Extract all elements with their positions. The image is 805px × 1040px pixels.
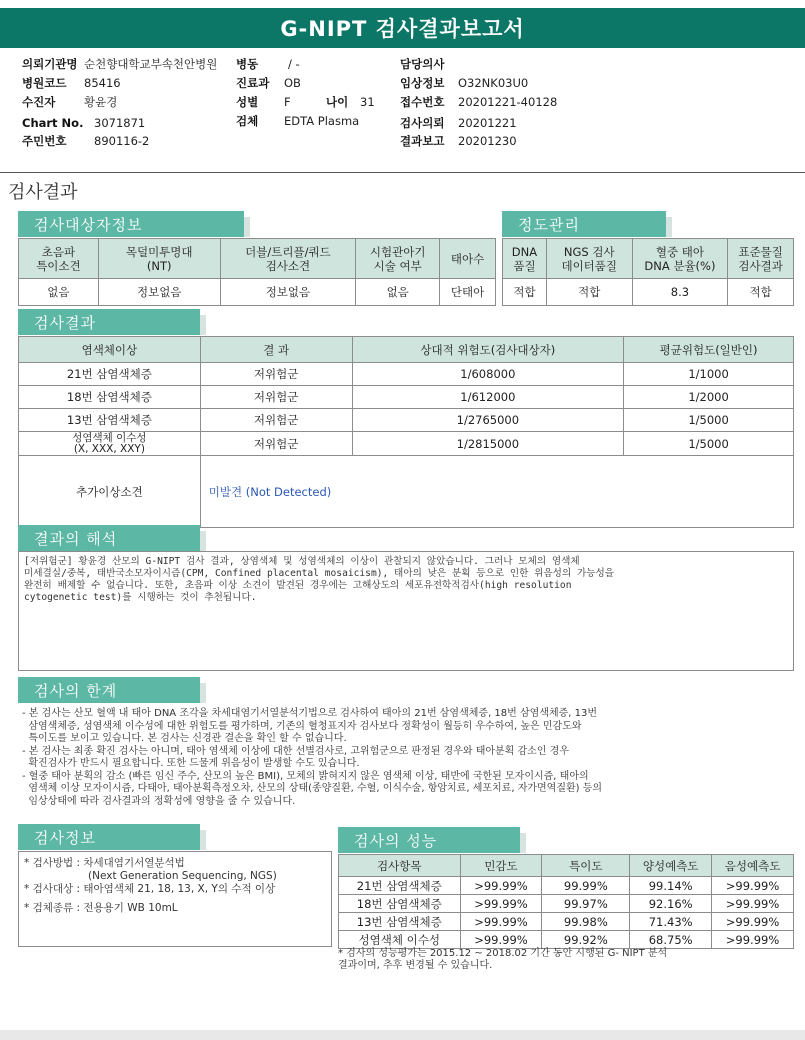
- subject-info-table: [18, 238, 496, 306]
- perf-header: 양성예측도: [630, 855, 712, 877]
- info-method: * 검사방법 : 차세대염기서열분석법: [24, 857, 185, 869]
- table-row: [19, 432, 794, 456]
- row-rel-risk: 1/2765000: [352, 409, 624, 432]
- hospital-code-value: 85416: [84, 76, 121, 90]
- extra-finding-label: 추가이상소견: [19, 456, 201, 528]
- perf-cell: >99.99%: [460, 913, 542, 931]
- limits-tab: 검사의 한계: [18, 677, 200, 703]
- ward-label: 병동: [236, 57, 259, 71]
- perf-cell: 13번 삼염색체증: [339, 913, 461, 931]
- sex-label: 성별: [236, 95, 259, 109]
- perf-header: 민감도: [460, 855, 542, 877]
- extra-finding-value: 미발견 (Not Detected): [200, 456, 793, 528]
- request-label: 검사의뢰: [400, 116, 445, 130]
- row-rel-risk: 1/612000: [352, 386, 624, 409]
- subject-value: 없음: [356, 279, 440, 306]
- subject-value: 정보없음: [98, 279, 220, 306]
- qc-header: NGS 검사 데이터품질: [546, 239, 632, 279]
- perf-cell: 99.99%: [542, 877, 630, 895]
- performance-note: * 검사의 성능평가는 2015.12 ~ 2018.02 기간 동안 시행된 G- NIPT 분석 결과이며, 추후 변경될 수 있습니다.: [338, 948, 668, 971]
- perf-header: 특이도: [542, 855, 630, 877]
- performance-table: [338, 854, 794, 949]
- age-label: 나이: [326, 95, 349, 109]
- clinical-label: 임상정보: [400, 76, 445, 90]
- results-heading: 검사결과: [8, 182, 78, 203]
- qc-value: 적합: [546, 279, 632, 306]
- table-row: [339, 895, 794, 913]
- section-divider: [0, 172, 805, 173]
- subject-header: 시험관아기 시술 여부: [356, 239, 440, 279]
- qc-value: 8.3: [632, 279, 728, 306]
- perf-cell: 99.98%: [542, 913, 630, 931]
- report-title: G-NIPT 검사결과보고서: [0, 8, 805, 48]
- qc-header: 표준물질 검사결과: [728, 239, 794, 279]
- table-row: [339, 877, 794, 895]
- results-header: 평균위험도(일반인): [624, 337, 794, 363]
- info-target: * 검사대상 : 태아염색체 21, 18, 13, X, Y의 수적 이상: [24, 883, 276, 895]
- dept-label: 진료과: [236, 76, 270, 90]
- perf-header: 검사항목: [339, 855, 461, 877]
- qc-tab: 정도관리: [502, 211, 666, 237]
- row-name: 성염색체 이수성 (X, XXX, XXY): [19, 432, 201, 456]
- subject-value: 없음: [19, 279, 99, 306]
- interpretation-text: [저위험군] 황윤경 산모의 G-NIPT 검사 결과, 상염색체 및 성염색체의 이상이 관찰되지 않았습니다. 그러나 모체의 염색체 미세결실/중복, 태반국소모자이시즘(CPM, Confined placental mosaicism), 태아의 낮은 분획 등으로 인한 위음성의 가능성을 완전히 배제할 수 없습니다. 또한, 초음파 이상 소견이 발견된 경우에는 고해상도의 세포유전학적검사(high resolution cytogenetic test)를 시행하는 것이 추천됩니다.: [24, 556, 615, 603]
- subject-value: 단태아: [440, 279, 496, 306]
- resident-label: 주민번호: [22, 134, 67, 148]
- perf-cell: 99.14%: [630, 877, 712, 895]
- clinical-value: O32NK03U0: [458, 76, 529, 90]
- perf-cell: 99.92%: [542, 931, 630, 949]
- institution-label: 의뢰기관명: [22, 57, 78, 71]
- subject-value: 정보없음: [220, 279, 356, 306]
- request-value: 20201221: [458, 116, 517, 130]
- examinee-label: 수진자: [22, 95, 56, 109]
- perf-cell: 성염색체 이수성: [339, 931, 461, 949]
- qc-header: DNA 품질: [503, 239, 547, 279]
- hospital-code-label: 병원코드: [22, 76, 67, 90]
- row-rel-risk: 1/2815000: [352, 432, 624, 456]
- examinee-value: 황윤경: [84, 95, 118, 109]
- resident-value: 890116-2: [94, 134, 150, 148]
- subject-header: 태아수: [440, 239, 496, 279]
- perf-cell: 68.75%: [630, 931, 712, 949]
- table-row: [339, 913, 794, 931]
- sex-value: F: [284, 95, 291, 109]
- row-rel-risk: 1/608000: [352, 363, 624, 386]
- row-avg-risk: 1/5000: [624, 432, 794, 456]
- table-row: [339, 931, 794, 949]
- institution-value: 순천향대학교부속천안병원: [84, 57, 218, 71]
- results-table: [18, 336, 794, 528]
- results-header: 결 과: [200, 337, 352, 363]
- table-row: [19, 363, 794, 386]
- chart-label: Chart No.: [22, 116, 84, 130]
- test-info-tab: 검사정보: [18, 824, 200, 850]
- row-avg-risk: 1/5000: [624, 409, 794, 432]
- perf-cell: 99.97%: [542, 895, 630, 913]
- row-name: 18번 삼염색체증: [19, 386, 201, 409]
- row-avg-risk: 1/2000: [624, 386, 794, 409]
- table-row: [19, 409, 794, 432]
- specimen-value: EDTA Plasma: [284, 114, 360, 128]
- row-avg-risk: 1/1000: [624, 363, 794, 386]
- info-method-detail: (Next Generation Sequencing, NGS): [88, 870, 277, 882]
- results-header: 염색체이상: [19, 337, 201, 363]
- row-result: 저위험군: [200, 363, 352, 386]
- report-date-value: 20201230: [458, 134, 517, 148]
- subject-info-tab: 검사대상자정보: [18, 211, 244, 237]
- perf-cell: >99.99%: [460, 931, 542, 949]
- subject-header: 더블/트리플/쿼드 검사소견: [220, 239, 356, 279]
- perf-cell: >99.99%: [460, 877, 542, 895]
- interpretation-tab: 결과의 해석: [18, 525, 200, 551]
- info-specimen: * 검체종류 : 전용용기 WB 10mL: [24, 902, 178, 914]
- row-name: 21번 삼염색체증: [19, 363, 201, 386]
- row-result: 저위험군: [200, 432, 352, 456]
- performance-tab: 검사의 성능: [338, 827, 520, 853]
- perf-header: 음성예측도: [712, 855, 794, 877]
- perf-cell: >99.99%: [712, 931, 794, 949]
- row-result: 저위험군: [200, 386, 352, 409]
- dept-value: OB: [284, 76, 301, 90]
- perf-cell: 21번 삼염색체증: [339, 877, 461, 895]
- specimen-label: 검체: [236, 114, 259, 128]
- age-value: 31: [360, 95, 375, 109]
- perf-cell: >99.99%: [460, 895, 542, 913]
- test-info-text: [24, 857, 334, 915]
- row-name: 13번 삼염색체증: [19, 409, 201, 432]
- footer-band: [0, 1030, 805, 1040]
- report-date-label: 결과보고: [400, 134, 445, 148]
- qc-value: 적합: [503, 279, 547, 306]
- subject-header: 목덜미투명대 (NT): [98, 239, 220, 279]
- perf-cell: 71.43%: [630, 913, 712, 931]
- table-row: [19, 456, 794, 528]
- limit-item: - 본 검사는 산모 혈액 내 태아 DNA 조각을 차세대염기서열분석기법으로 검사하여 태아의 21번 삼염색체증, 18번 삼염색체증, 13번 삼염색체증, 성염색체 이수성에 대한 위험도를 평가하며, 기존의 혈청표지자 검사보다 정확성이 월등히 우수하여, 높은 민감도와 특이도를 보이고 있습니다. 본 검사는 신경관 결손을 확인 할 수 없습니다.: [22, 708, 598, 744]
- perf-cell: >99.99%: [712, 895, 794, 913]
- perf-cell: >99.99%: [712, 913, 794, 931]
- perf-cell: >99.99%: [712, 877, 794, 895]
- table-row: [19, 386, 794, 409]
- perf-cell: 92.16%: [630, 895, 712, 913]
- row-result: 저위험군: [200, 409, 352, 432]
- qc-table: [502, 238, 794, 306]
- perf-cell: 18번 삼염색체증: [339, 895, 461, 913]
- ward-value: / -: [288, 57, 300, 71]
- receipt-value: 20201221-40128: [458, 95, 558, 109]
- limits-list: [22, 708, 792, 808]
- qc-value: 적합: [728, 279, 794, 306]
- chart-value: 3071871: [94, 116, 146, 130]
- limit-item: - 본 검사는 최종 확진 검사는 아니며, 태아 염색체 이상에 대한 선별검사로, 고위험군으로 판정된 경우와 태아분획 감소인 경우 확진검사가 반드시 필요합니다. 또한 드물게 위음성이 발생할 수도 있습니다.: [22, 745, 570, 769]
- doctor-label: 담당의사: [400, 57, 445, 71]
- qc-header: 혈중 태아 DNA 분율(%): [632, 239, 728, 279]
- limit-item: - 혈중 태아 분획의 감소 (빠른 임신 주수, 산모의 높은 BMI), 모체의 밝혀지지 않은 염색체 이상, 태반에 국한된 모자이시즘, 태아의 염색체 이상 모자이시즘, 다태아, 태아분획측정오차, 산모의 상태(종양질환, 수혈, 이식수술, 항암치료, 세포치료, 자가면역질환) 등의 임상상태에 따라 검사결과의 정확성에 영향을 줄 수 있습니다.: [22, 770, 603, 807]
- receipt-label: 접수번호: [400, 95, 445, 109]
- results-tab: 검사결과: [18, 309, 200, 335]
- subject-header: 초음파 특이소견: [19, 239, 99, 279]
- results-header: 상대적 위험도(검사대상자): [352, 337, 624, 363]
